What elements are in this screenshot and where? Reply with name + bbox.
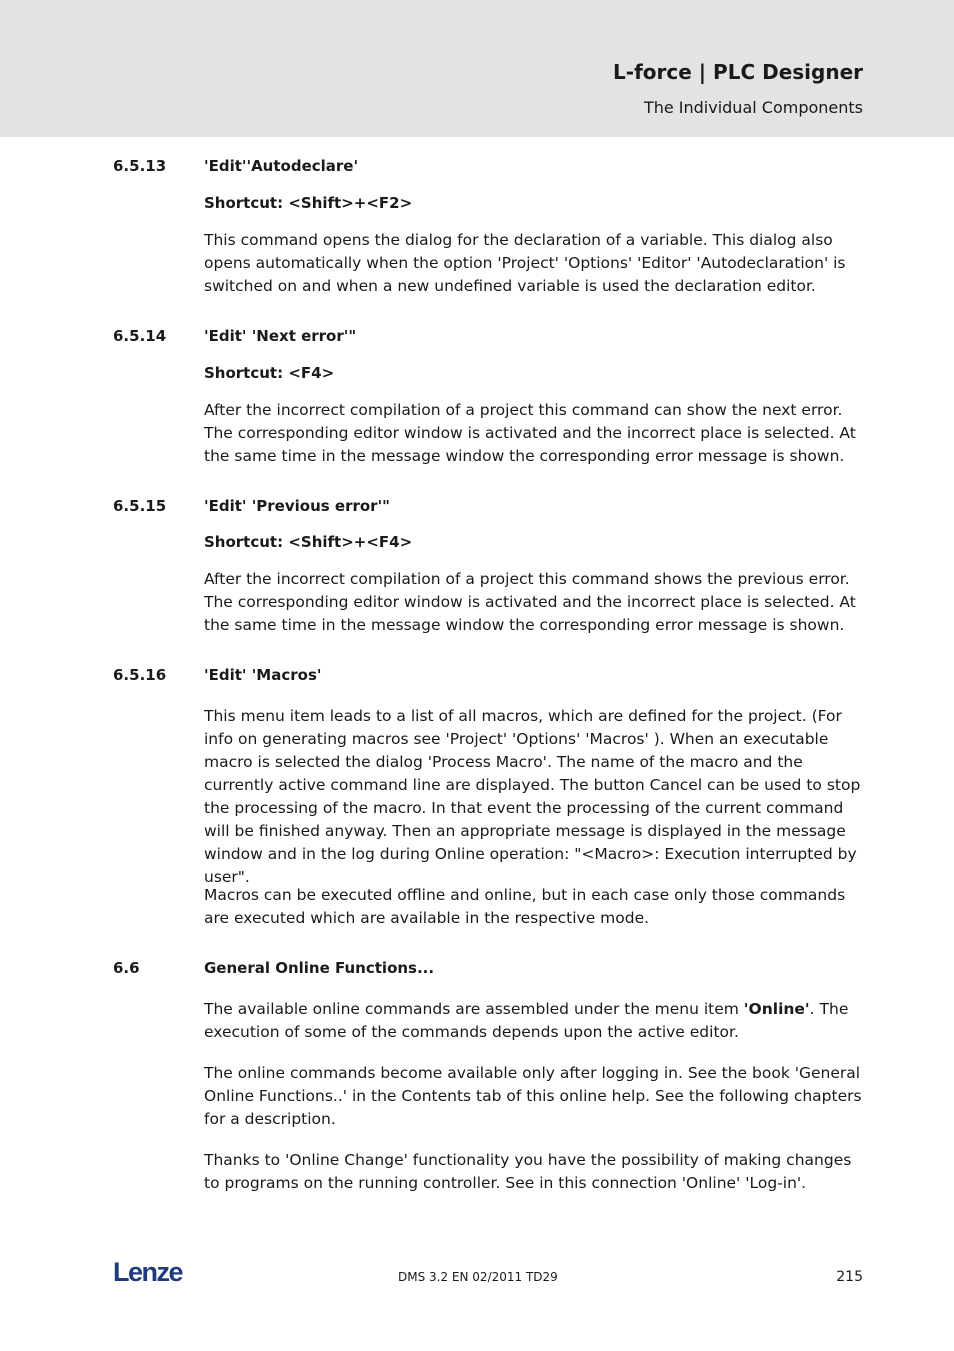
paragraph: The online commands become available only after logging in. See the book 'General Online Functions..' in the Contents tab of this online help. See the following chapters for a description. [204, 1064, 862, 1128]
section-number: 6.5.16 [113, 666, 167, 684]
shortcut-label: Shortcut: <Shift>+<F4> [204, 533, 413, 551]
section-title: 'Edit' 'Next error'" [204, 327, 357, 345]
section-number: 6.6 [113, 959, 140, 977]
page-number: 215 [836, 1269, 863, 1285]
paragraph: Thanks to 'Online Change' functionality you have the possibility of making changes to programs on the running controller. See in this connection 'Online' 'Log-in'. [204, 1151, 852, 1192]
section-title: 'Edit' 'Macros' [204, 666, 322, 684]
paragraph: Macros can be executed offline and online, but in each case only those commands are executed which are available in the respective mode. [204, 886, 846, 927]
paragraph-text: . The execution of some of the commands depends upon the active editor. [204, 1000, 849, 1041]
paragraph: This command opens the dialog for the declaration of a variable. This dialog also opens automatically when the option 'Project' 'Options' 'Editor' 'Autodeclaration' is switched on and when a new undefined variable is used the declaration editor. [204, 231, 846, 295]
paragraph: After the incorrect compilation of a project this command can show the next error. The corresponding editor window is activated and the incorrect place is selected. At the same time in the message window the corresponding error message is shown. [204, 401, 856, 465]
document-id: DMS 3.2 EN 02/2011 TD29 [398, 1270, 558, 1284]
page-header [0, 0, 954, 137]
section-number: 6.5.13 [113, 157, 167, 175]
shortcut-label: Shortcut: <F4> [204, 364, 335, 382]
section-number: 6.5.14 [113, 327, 167, 345]
paragraph: This menu item leads to a list of all macros, which are defined for the project. (For info on generating macros see 'Project' 'Options' 'Macros' ). When an executable macro is selected the dialog 'Process Macro'. The name of the macro and the currently active command line are displayed. The button Cancel can be used to stop the processing of the macro. In that event the processing of the current command will be finished anyway. Then an appropriate message is displayed in the message window and in the log during Online operation: "<Macro>: Execution interrupted by user". [204, 707, 861, 886]
paragraph: After the incorrect compilation of a project this command shows the previous error. The corresponding editor window is activated and the incorrect place is selected. At the same time in the message window the corresponding error message is shown. [204, 570, 856, 634]
section-title: 'Edit' 'Previous error'" [204, 497, 390, 515]
header-subtitle: The Individual Components [643, 98, 863, 117]
paragraph-text: The available online commands are assembled under the menu item [204, 1000, 744, 1018]
menu-item-emphasis: 'Online' [743, 1000, 810, 1018]
section-title: General Online Functions... [204, 959, 435, 977]
paragraph [204, 998, 864, 1044]
header-title: L-force | PLC Designer [613, 60, 863, 84]
section-number: 6.5.15 [113, 497, 167, 515]
logo-text: Lenze [113, 1257, 183, 1286]
section-title: 'Edit''Autodeclare' [204, 157, 359, 175]
shortcut-label: Shortcut: <Shift>+<F2> [204, 194, 413, 212]
lenze-logo [113, 1256, 193, 1286]
